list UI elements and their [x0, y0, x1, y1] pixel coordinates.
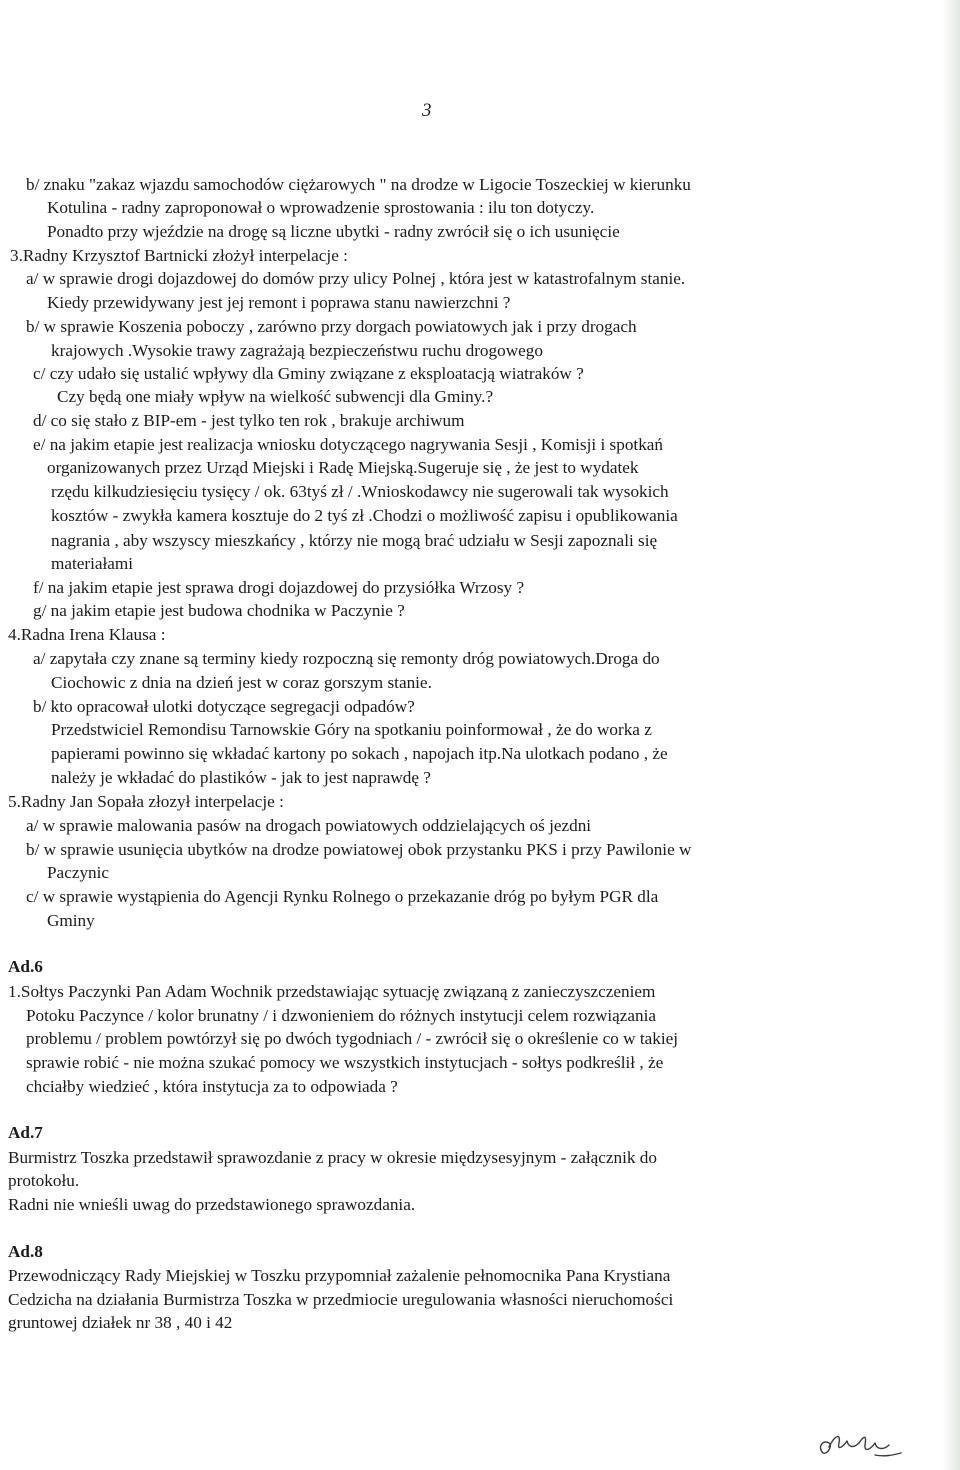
text-line: papierami powinno się wkładać kartony po sokach , napojach itp.Na ulotkach podano , że	[51, 744, 668, 763]
text-line: Paczynic	[47, 863, 110, 882]
text-line: b/ w sprawie Koszenia poboczy , zarówno przy dorgach powiatowych jak i przy drogach	[26, 317, 637, 336]
page-number: 3	[422, 100, 432, 121]
page-edge-shadow	[942, 0, 960, 1470]
text-line: kosztów - zwykła kamera kosztuje do 2 tyś zł .Chodzi o możliwość zapisu i opublikowania	[51, 506, 678, 525]
text-line: c/ czy udało się ustalić wpływy dla Gminy związane z eksploatacją wiatraków ?	[33, 364, 584, 383]
text-line: Gminy	[47, 911, 95, 930]
text-line: Burmistrz Toszka przedstawił sprawozdanie z pracy w okresie międzysesyjnym - załącznik do	[8, 1148, 657, 1167]
text-line: sprawie robić - nie można szukać pomocy we wszystkich instytucjach - sołtys podkreślił , że	[26, 1053, 664, 1072]
text-line: materiałami	[51, 554, 134, 573]
text-line: Kotulina - radny zaproponował o wprowadzenie sprostowania : ilu ton dotyczy.	[47, 198, 595, 217]
text-line: rzędu kilkudziesięciu tysięcy / ok. 63tyś zł / .Wnioskodawcy nie sugerowali tak wysokich	[51, 482, 669, 501]
section-heading: Ad.7	[8, 1123, 43, 1142]
text-line: c/ w sprawie wystąpienia do Agencji Rynku Rolnego o przekazanie dróg po byłym PGR dla	[26, 887, 659, 906]
text-line: b/ w sprawie usunięcia ubytków na drodze powiatowej obok przystanku PKS i przy Pawilonie w	[26, 840, 692, 859]
text-line: należy je wkładać do plastików - jak to jest naprawdę ?	[51, 768, 431, 787]
text-line: organizowanych przez Urząd Miejski i Radę Miejską.Sugeruje się , że jest to wydatek	[47, 458, 639, 477]
text-line: g/ na jakim etapie jest budowa chodnika w Paczynie ?	[33, 601, 405, 620]
section-heading: Ad.6	[8, 957, 43, 976]
text-line: 3.Radny Krzysztof Bartnicki złożył interpelacje :	[10, 246, 348, 265]
text-line: a/ zapytała czy znane są terminy kiedy rozpoczną się remonty dróg powiatowych.Droga do	[33, 649, 660, 668]
text-line: Radni nie wnieśli uwag do przedstawionego sprawozdania.	[8, 1195, 416, 1214]
text-line: Ponadto przy wjeździe na drogę są liczne ubytki - radny zwrócił się o ich usunięcie	[47, 222, 620, 241]
text-line: Ciochowic z dnia na dzień jest w coraz gorszym stanie.	[51, 673, 432, 692]
text-line: Cedzicha na działania Burmistrza Toszka w przedmiocie uregulowania własności nieruchomości	[8, 1290, 674, 1309]
text-line: a/ w sprawie malowania pasów na drogach powiatowych oddzielających oś jezdni	[26, 816, 592, 835]
text-line: gruntowej działek nr 38 , 40 i 42	[8, 1313, 233, 1332]
text-line: d/ co się stało z BIP-em - jest tylko ten rok , brakuje archiwum	[33, 411, 465, 430]
text-line: chciałby wiedzieć , która instytucja za to odpowiada ?	[26, 1077, 398, 1096]
text-line: Czy będą one miały wpływ na wielkość subwencji dla Gminy.?	[57, 387, 494, 406]
text-line: Kiedy przewidywany jest jej remont i poprawa stanu nawierzchni ?	[47, 293, 511, 312]
section-heading: Ad.8	[8, 1242, 43, 1261]
text-line: 5.Radny Jan Sopała złozył interpelacje :	[8, 792, 284, 811]
text-line: b/ znaku "zakaz wjazdu samochodów ciężarowych " na drodze w Ligocie Toszeckiej w kierunku	[26, 175, 691, 194]
handwritten-signature	[815, 1425, 905, 1465]
text-line: 1.Sołtys Paczynki Pan Adam Wochnik przedstawiając sytuację związaną z zanieczyszczeniem	[8, 982, 656, 1001]
text-line: krajowych .Wysokie trawy zagrażają bezpieczeństwu ruchu drogowego	[51, 341, 543, 360]
text-line: Potoku Paczynce / kolor brunatny / i dzwonieniem do różnych instytucji celem rozwiązania	[26, 1006, 657, 1025]
text-line: problemu / problem powtórzył się po dwóch tygodniach / - zwrócił się o określenie co w takiej	[26, 1029, 679, 1048]
text-line: b/ kto opracował ulotki dotyczące segregacji odpadów?	[33, 697, 415, 716]
text-line: Przedstwiciel Remondisu Tarnowskie Góry na spotkaniu poinformował , że do worka z	[51, 720, 652, 739]
text-line: f/ na jakim etapie jest sprawa drogi dojazdowej do przysiółka Wrzosy ?	[33, 578, 525, 597]
text-line: a/ w sprawie drogi dojazdowej do domów przy ulicy Polnej , która jest w katastrofalnym stanie.	[26, 269, 686, 288]
text-line: protokołu.	[8, 1171, 80, 1190]
text-line: e/ na jakim etapie jest realizacja wniosku dotyczącego nagrywania Sesji , Komisji i spotkań	[33, 435, 664, 454]
text-line: nagrania , aby wszyscy mieszkańcy , którzy nie mogą brać udziału w Sesji zapoznali się	[51, 531, 658, 550]
text-line: 4.Radna Irena Klausa :	[8, 625, 166, 644]
text-line: Przewodniczący Rady Miejskiej w Toszku przypomniał zażalenie pełnomocnika Pana Krystiana	[8, 1266, 671, 1285]
